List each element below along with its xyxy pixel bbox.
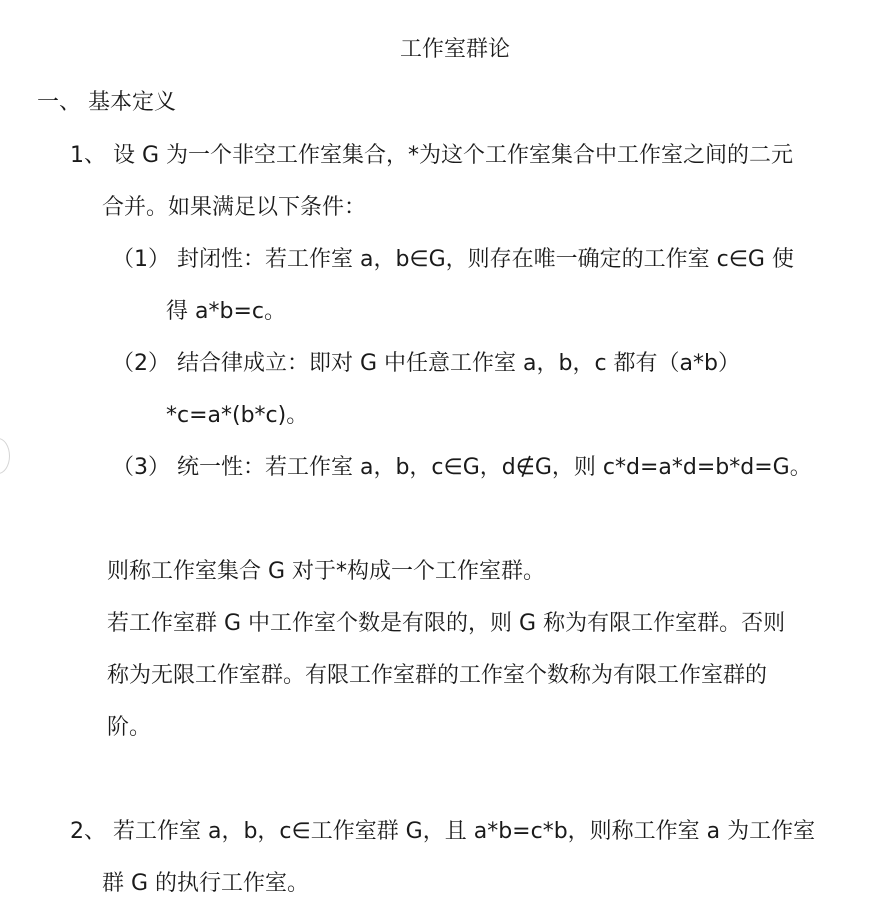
definition-item-2-line-2: 群 G 的执行工作室。 — [102, 871, 310, 896]
definition-item-1-line-2: 合并。如果满足以下条件： — [102, 195, 367, 220]
condition-2-line-1: （2） 结合律成立：即对 G 中任意工作室 a，b，c 都有（a*b） — [112, 351, 741, 376]
condition-3-line-1: （3） 统一性：若工作室 a，b，c∈G，d∉G，则 c*d=a*d=b*d=G。 — [112, 455, 812, 480]
section-heading: 一、 基本定义 — [37, 90, 176, 115]
group-conclusion: 则称工作室集合 G 对于*构成一个工作室群。 — [107, 559, 546, 584]
condition-1-line-1: （1） 封闭性：若工作室 a，b∈G，则存在唯一确定的工作室 c∈G 使 — [112, 247, 794, 272]
finite-group-line-3: 阶。 — [107, 715, 152, 740]
definition-item-2-line-1: 2、 若工作室 a，b，c∈工作室群 G，且 a*b=c*b，则称工作室 a 为工作室 — [70, 819, 816, 844]
edge-scroll-handle[interactable] — [0, 438, 10, 474]
condition-1-line-2: 得 a*b=c。 — [166, 299, 286, 324]
finite-group-line-2: 称为无限工作室群。有限工作室群的工作室个数称为有限工作室群的 — [107, 663, 768, 688]
finite-group-line-1: 若工作室群 G 中工作室个数是有限的，则 G 称为有限工作室群。否则 — [107, 611, 786, 636]
document-title: 工作室群论 — [399, 37, 510, 62]
condition-2-line-2: *c=a*(b*c)。 — [166, 403, 309, 428]
definition-item-1-line-1: 1、 设 G 为一个非空工作室集合，*为这个工作室集合中工作室之间的二元 — [70, 143, 794, 168]
